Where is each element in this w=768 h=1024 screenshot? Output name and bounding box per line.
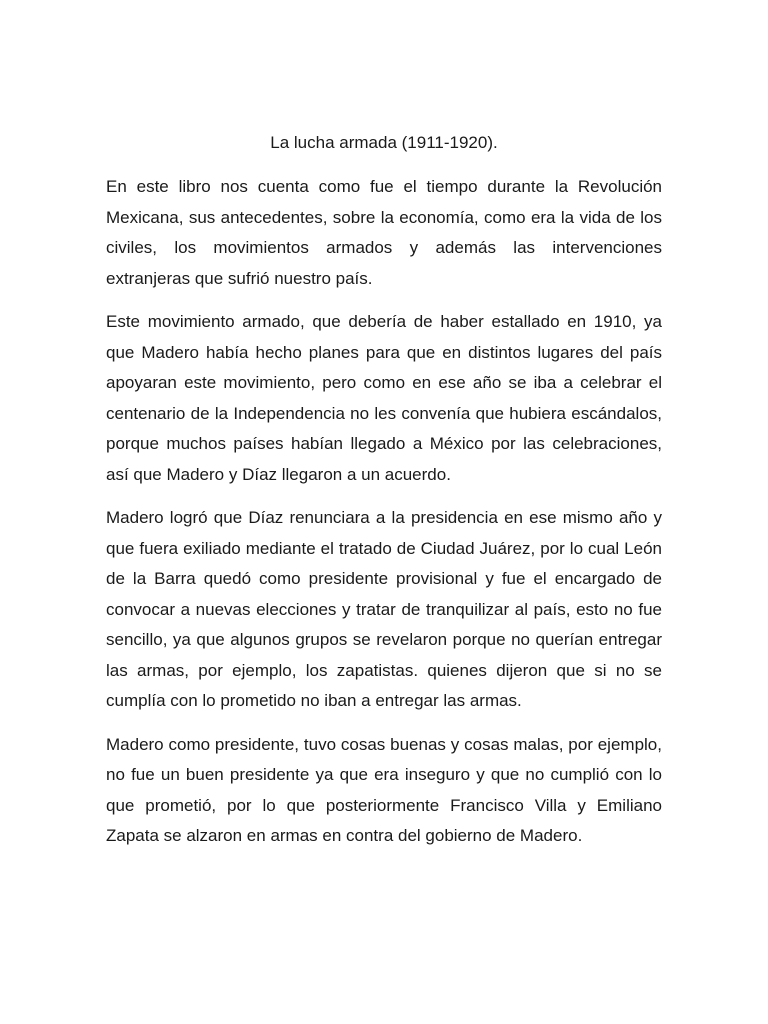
- paragraph-armed-movement: Este movimiento armado, que debería de haber estallado en 1910, ya que Madero había hecho planes para que en distintos lugares del país apoyaran este movimiento, pero como en ese año se iba a celebrar el centenario de la Independencia no les convenía que hubiera escándalos, porque muchos países habían llegado a México por las celebraciones, así que Madero y Díaz llegaron a un acuerdo.: [106, 312, 662, 484]
- document-body: [106, 128, 662, 865]
- paragraph-madero-president: Madero como presidente, tuvo cosas buenas y cosas malas, por ejemplo, no fue un buen presidente ya que era inseguro y que no cumplió con lo que prometió, por lo que posteriormente Francisco Villa y Emiliano Zapata se alzaron en armas en contra del gobierno de Madero.: [106, 734, 662, 845]
- document-title: La lucha armada (1911-1920).: [270, 133, 498, 152]
- paragraph-intro: En este libro nos cuenta como fue el tiempo durante la Revolución Mexicana, sus antecedentes, sobre la economía, como era la vida de los civiles, los movimientos armados y además las intervenciones extranjeras que sufrió nuestro país.: [106, 177, 662, 288]
- paragraph-madero-diaz: Madero logró que Díaz renunciara a la presidencia en ese mismo año y que fuera exiliado mediante el tratado de Ciudad Juárez, por lo cual León de la Barra quedó como presidente provisional y fue el encargado de convocar a nuevas elecciones y tratar de tranquilizar al país, esto no fue sencillo, ya que algunos grupos se revelaron porque no querían entregar las armas, por ejemplo, los zapatistas. quienes dijeron que si no se cumplía con lo prometido no iban a entregar las armas.: [106, 508, 662, 710]
